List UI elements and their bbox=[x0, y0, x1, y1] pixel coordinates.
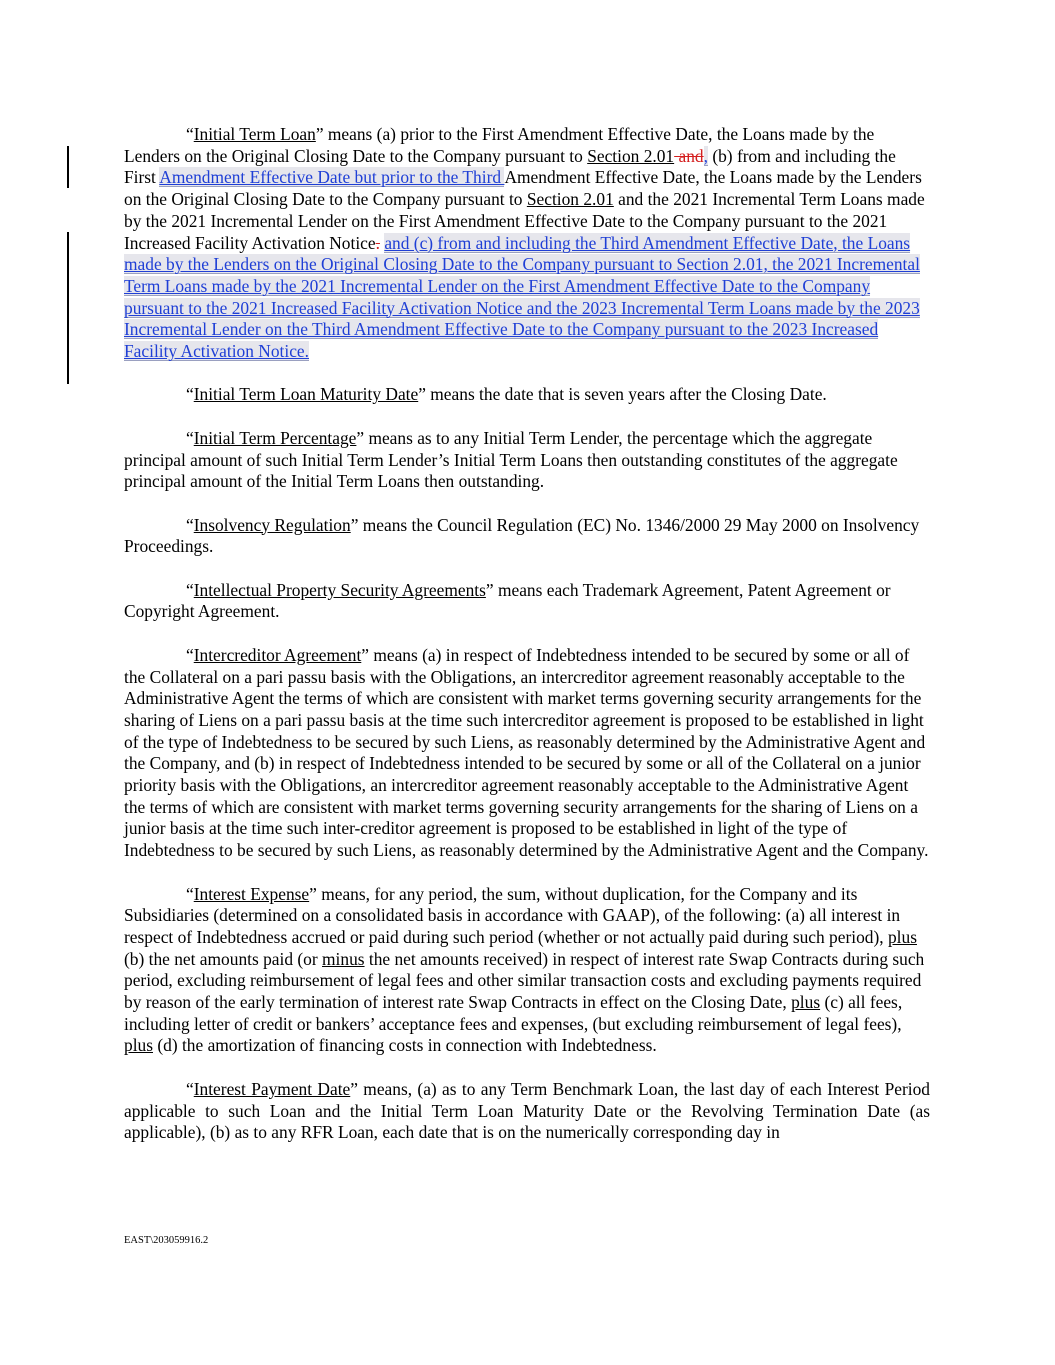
document-footer-code: EAST\203059916.2 bbox=[124, 1235, 209, 1246]
definition-initial-term-loan: “Initial Term Loan” means (a) prior to the First Amendment Effective Date, the Loans made by the Lenders on the Original Closing Date to the Company pursuant to Section 2.01 and, (b) from and including the First Amendment Effective Date but prior to the Third Amendment Effective Date, the Loans made by the Lenders on the Original Closing Date to the Company pursuant to Section 2.01 and the 2021 Incremental Term Loans made by the 2021 Incremental Lender on the First Amendment Effective Date to the Company pursuant to the 2021 Increased Facility Activation Notice. and (c) from and including the Third Amendment Effective Date, the Loans made by the Lenders on the Original Closing Date to the Company pursuant to Section 2.01, the 2021 Incremental Term Loans made by the 2021 Incremental Lender on the First Amendment Effective Date to the Company pursuant to the 2021 Increased Facility Activation Notice and the 2023 Incremental Term Loans made by the 2023 Incremental Lender on the Third Amendment Effective Date to the Company pursuant to the 2023 Increased Facility Activation Notice. bbox=[124, 124, 925, 362]
defined-term: Intercreditor Agreement bbox=[193, 644, 362, 665]
definition-insolvency-regulation: “Insolvency Regulation” means the Council Regulation (EC) No. 1346/2000 29 May 2000 on Insolvency Proceedings. bbox=[124, 514, 920, 557]
definition-interest-payment-date: “Interest Payment Date” means, (a) as to any Term Benchmark Loan, the last day of each Interest Period applicable to such Loan and the Initial Term Loan Maturity Date or the Revolving Termination Date (as applicable), (b) as to any RFR Loan, each date that is on the numerically corresponding day in bbox=[124, 1078, 930, 1143]
defined-term: Insolvency Regulation bbox=[193, 514, 351, 535]
inserted-text: and (c) from and including the Third Amendment Effective Date, the Loans made by the Lenders on the Original Closing Date to the Company pursuant to Section 2.01, the 2021 Incremental Term Loans made by the 2021 Incremental Lender on the First Amendment Effective Date to the Company pursuant to the 2021 Increased Facility Activation Notice and the 2023 Incremental Term Loans made by the 2023 Incremental Lender on the Third Amendment Effective Date to the Company pursuant to the 2023 Increased Facility Activation Notice. bbox=[124, 232, 920, 362]
defined-term: Initial Term Percentage bbox=[193, 427, 357, 448]
definition-initial-term-loan-maturity-date: “Initial Term Loan Maturity Date” means the date that is seven years after the Closing Date. bbox=[186, 384, 827, 405]
section-reference: Section 2.01 bbox=[526, 189, 614, 210]
defined-term: Interest Payment Date bbox=[193, 1078, 351, 1099]
definition-intercreditor-agreement: “Intercreditor Agreement” means (a) in respect of Indebtedness intended to be secured by some or all of the Collateral on a pari passu basis with the Obligations, an intercreditor agreement reasonably acceptable to the Administrative Agent the terms of which are consistent with market terms governing security arrangements for the sharing of Liens on a pari passu basis at the time such intercreditor agreement is proposed to be established in light of the type of Indebtedness to be secured by such Liens, as reasonably determined by the Administrative Agent and the Company, and (b) in respect of Indebtedness intended to be secured by some or all of the Collateral on a junior priority basis with the Obligations, an intercreditor agreement reasonably acceptable to the Administrative Agent the terms of which are consistent with market terms governing security arrangements for the sharing of Liens on a junior basis at the time such inter-creditor agreement is proposed to be established in light of the type of Indebtedness to be secured by such Liens, as reasonably determined by the Administrative Agent and the Company. bbox=[124, 644, 929, 861]
change-bar bbox=[67, 232, 69, 384]
defined-term: Interest Expense bbox=[193, 883, 310, 904]
defined-term: Initial Term Loan Maturity Date bbox=[193, 384, 419, 405]
defined-term: Intellectual Property Security Agreements bbox=[193, 579, 486, 600]
change-bar bbox=[67, 146, 69, 188]
definition-interest-expense: “Interest Expense” means, for any period, the sum, without duplication, for the Company and its Subsidiaries (determined on a consolidated basis in accordance with GAAP), of the following: (a) all interest in respect of Indebtedness accrued or paid during such period (whether or not actually paid during such period), plus (b) the net amounts paid (or minus the net amounts received) in respect of interest rate Swap Contracts during such period, excluding reimbursement of legal fees and other similar transaction costs and excluding payments required by reason of the early termination of interest rate Swap Contracts in effect on the Closing Date, plus (c) all fees, including letter of credit or bankers’ acceptance fees and expenses, (but excluding reimbursement of legal fees), plus (d) the amortization of financing costs in connection with Indebtedness. bbox=[124, 883, 925, 1056]
section-reference: Section 2.01 bbox=[587, 145, 675, 166]
defined-term: Initial Term Loan bbox=[193, 124, 316, 144]
document-body bbox=[124, 124, 930, 1166]
deleted-text: and bbox=[674, 145, 704, 166]
definition-initial-term-percentage: “Initial Term Percentage” means as to any Initial Term Lender, the percentage which the aggregate principal amount of such Initial Term Lender’s Initial Term Loans then outstanding constitutes of the aggregate principal amount of the Initial Term Loans then outstanding. bbox=[124, 427, 898, 492]
definition-intellectual-property-security-agreements: “Intellectual Property Security Agreements” means each Trademark Agreement, Patent Agreement or Copyright Agreement. bbox=[124, 579, 891, 622]
inserted-text: Amendment Effective Date but prior to the Third bbox=[159, 167, 505, 188]
deleted-text: . bbox=[375, 232, 380, 253]
inserted-text: , bbox=[703, 145, 708, 166]
